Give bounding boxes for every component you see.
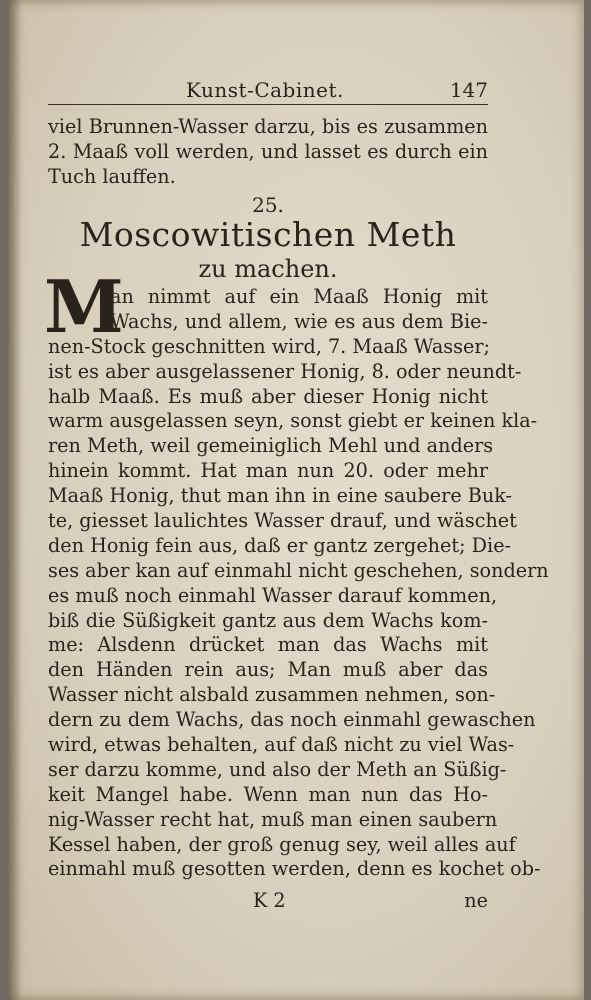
recipe-number: 25. xyxy=(252,193,284,217)
recipe-subtitle: zu machen. xyxy=(198,255,338,283)
text-line: biß die Süßigkeit gantz aus dem Wachs kom- xyxy=(48,608,488,632)
text-line: dern zu dem Wachs, das noch einmahl gewaschen xyxy=(48,708,536,732)
recipe-title: Moscowitischen Meth xyxy=(79,215,457,254)
text-line: es muß noch einmahl Wasser darauf kommen, xyxy=(48,583,498,607)
text-line: keit Mangel habe. Wenn man nun das Ho- xyxy=(48,782,488,806)
text-line: Kessel haben, der groß genug sey, weil alles auf xyxy=(48,832,516,856)
signature-line xyxy=(48,888,488,914)
text-line: an nimmt auf ein Maaß Honig mit xyxy=(110,285,488,308)
drop-cap: M xyxy=(44,264,124,349)
text-line: Wasser nicht alsbald zusammen nehmen, son- xyxy=(48,683,496,707)
text-line: warm ausgelassen seyn, sonst giebt er keinen kla- xyxy=(48,409,538,433)
catchword: ne xyxy=(464,889,488,912)
text-line: den Händen rein aus; Man muß aber das xyxy=(48,658,488,682)
page-number: 147 xyxy=(449,78,488,102)
text-line: ses aber kan auf einmahl nicht geschehen, sondern xyxy=(48,558,549,582)
text-line: me: Alsdenn drücket man das Wachs mit xyxy=(48,633,488,657)
text-line: ser darzu komme, und also der Meth an Süßig- xyxy=(48,757,507,781)
text-line: nig-Wasser recht hat, muß man einen saubern xyxy=(48,807,498,831)
text-line: Maaß Honig, thut man ihn in eine saubere Buk- xyxy=(48,484,513,508)
text-line: ren Meth, weil gemeiniglich Mehl und anders xyxy=(48,434,494,458)
text-line: den Honig fein aus, daß er gantz zergehet; Die- xyxy=(48,533,512,557)
text-line: Wachs, und allem, wie es aus dem Bie- xyxy=(110,309,488,333)
text-line: wird, etwas behalten, auf daß nicht zu viel Was- xyxy=(48,733,515,757)
text-line: te, giesset laulichtes Wasser drauf, und wäschet xyxy=(48,509,517,533)
recipe-body xyxy=(48,285,549,882)
text-line: 2. Maaß voll werden, und lasset es durch ein xyxy=(48,139,488,163)
text-line: Tuch lauffen. xyxy=(48,164,176,188)
intro-paragraph xyxy=(48,115,488,190)
running-title: Kunst-Cabinet. xyxy=(186,78,344,102)
text-line: einmahl muß gesotten werden, denn es kochet ob- xyxy=(48,857,541,881)
signature-mark: K 2 xyxy=(253,889,286,912)
header-rule xyxy=(48,104,488,105)
text-line: hinein kommt. Hat man nun 20. oder mehr xyxy=(48,459,488,483)
text-line: ist es aber ausgelassener Honig, 8. oder neundt- xyxy=(48,359,522,383)
text-line: halb Maaß. Es muß aber dieser Honig nicht xyxy=(48,384,488,408)
text-line: viel Brunnen-Wasser darzu, bis es zusammen xyxy=(48,115,488,138)
text-line: nen-Stock geschnitten wird, 7. Maaß Wasser; xyxy=(48,334,490,358)
book-page xyxy=(8,0,584,1000)
